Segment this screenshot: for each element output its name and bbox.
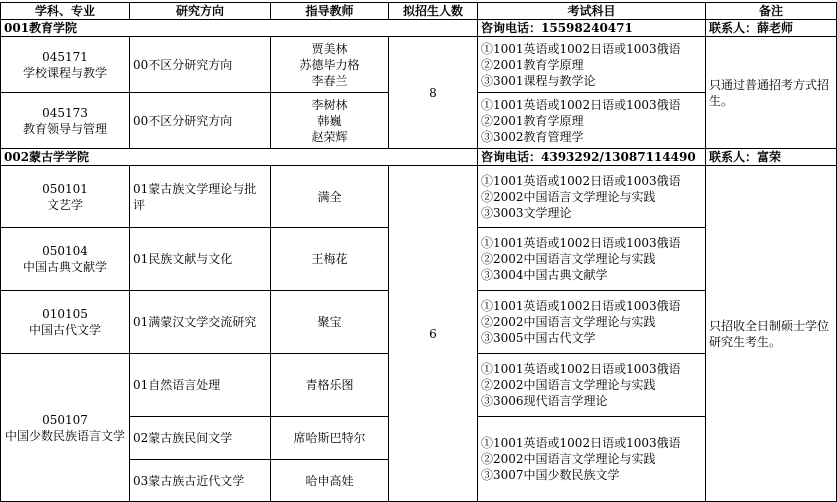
exam-cell: ①1001英语或1002日语或1003俄语 ②2002中国语言文学理论与实践 ③3004中国古典文献学 (478, 228, 706, 291)
table-row (1, 37, 837, 93)
exam-cell: ①1001英语或1002日语或1003俄语 ②2001教育学原理 ③3002教育管理学 (478, 93, 706, 149)
major-cell: 050107 中国少数民族语言文学 (1, 354, 130, 502)
section-name: 001教育学院 (1, 20, 478, 37)
section-phone: 咨询电话：4393292/13087114490 (478, 149, 706, 166)
quota-cell: 8 (389, 37, 478, 149)
direction-cell: 00不区分研究方向 (130, 37, 271, 93)
advisor-cell: 聚宝 (271, 291, 389, 354)
section-phone: 咨询电话：15598240471 (478, 20, 706, 37)
major-cell: 050104 中国古典文献学 (1, 228, 130, 291)
exam-cell: ①1001英语或1002日语或1003俄语 ②2002中国语言文学理论与实践 ③3007中国少数民族文学 (478, 417, 706, 502)
exam-cell: ①1001英语或1002日语或1003俄语 ②2002中国语言文学理论与实践 ③3005中国古代文学 (478, 291, 706, 354)
header-row (1, 3, 837, 20)
header-direction: 研究方向 (130, 3, 271, 20)
advisor-cell: 李树林 韩巍 赵荣辉 (271, 93, 389, 149)
direction-cell: 01民族文献与文化 (130, 228, 271, 291)
remark-cell: 只招收全日制硕士学位研究生考生。 (706, 166, 837, 502)
direction-cell: 02蒙古族民间文学 (130, 417, 271, 460)
advisor-cell: 席哈斯巴特尔 (271, 417, 389, 460)
header-remark: 备注 (706, 3, 837, 20)
exam-cell: ①1001英语或1002日语或1003俄语 ②2002中国语言文学理论与实践 ③3006现代语言学理论 (478, 354, 706, 417)
quota-cell: 6 (389, 166, 478, 502)
remark-cell: 只通过普通招考方式招生。 (706, 37, 837, 149)
major-cell: 010105 中国古代文学 (1, 291, 130, 354)
major-cell: 045173 教育领导与管理 (1, 93, 130, 149)
header-quota: 拟招生人数 (389, 3, 478, 20)
section-contact: 联系人：富荣 (706, 149, 837, 166)
section-header-row (1, 20, 837, 37)
advisor-cell: 青格乐图 (271, 354, 389, 417)
direction-cell: 00不区分研究方向 (130, 93, 271, 149)
advisor-cell: 满全 (271, 166, 389, 228)
section-contact: 联系人：薛老师 (706, 20, 837, 37)
direction-cell: 01蒙古族文学理论与批评 (130, 166, 271, 228)
exam-cell: ①1001英语或1002日语或1003俄语 ②2002中国语言文学理论与实践 ③3003文学理论 (478, 166, 706, 228)
direction-cell: 01自然语言处理 (130, 354, 271, 417)
section-header-row (1, 149, 837, 166)
major-cell: 050101 文艺学 (1, 166, 130, 228)
direction-cell: 01满蒙汉文学交流研究 (130, 291, 271, 354)
header-advisor: 指导教师 (271, 3, 389, 20)
direction-cell: 03蒙古族古近代文学 (130, 460, 271, 502)
enrollment-table (0, 2, 837, 502)
major-cell: 045171 学校课程与教学 (1, 37, 130, 93)
exam-cell: ①1001英语或1002日语或1003俄语 ②2001教育学原理 ③3001课程与教学论 (478, 37, 706, 93)
section-name: 002蒙古学学院 (1, 149, 478, 166)
header-exam: 考试科目 (478, 3, 706, 20)
table-row (1, 166, 837, 228)
advisor-cell: 王梅花 (271, 228, 389, 291)
advisor-cell: 贾美林 苏德毕力格 李春兰 (271, 37, 389, 93)
advisor-cell: 哈申高娃 (271, 460, 389, 502)
header-major: 学科、专业 (1, 3, 130, 20)
